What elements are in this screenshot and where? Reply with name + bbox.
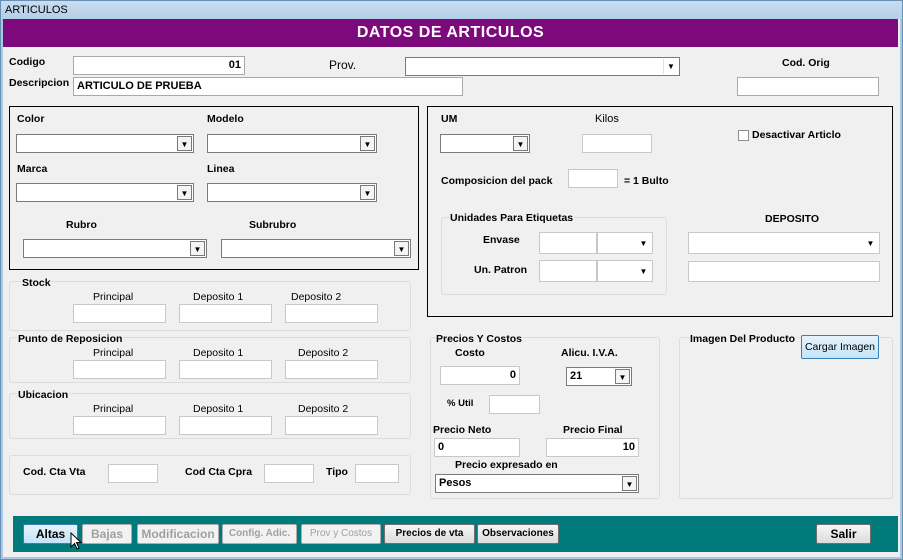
observaciones-button[interactable]: Observaciones [477,524,559,544]
stock-title: Stock [22,277,51,289]
stock-deposito1-input[interactable] [179,304,272,323]
neto-label: Precio Neto [433,424,492,436]
codigo-input[interactable]: 01 [73,56,245,75]
subrubro-select[interactable] [221,239,411,258]
reposicion-principal-input[interactable] [73,360,166,379]
chevron-down-icon[interactable]: ▼ [513,136,528,151]
iva-label: Alicu. I.V.A. [561,347,618,359]
chevron-down-icon[interactable]: ▼ [360,185,375,200]
cargar-imagen-button[interactable]: Cargar Imagen [801,335,879,359]
tipo-label: Tipo [326,466,348,478]
envase-select[interactable] [597,232,653,254]
kilos-label: Kilos [595,113,619,125]
chevron-down-icon[interactable]: ▼ [360,136,375,151]
rubro-select[interactable] [23,239,207,258]
imagen-group [679,337,893,499]
precios-title: Precios Y Costos [436,333,522,345]
color-label: Color [17,113,45,125]
prov-label: Prov. [329,58,357,72]
patron-input[interactable] [539,260,597,282]
config-adic-button[interactable]: Config. Adic. [222,524,297,544]
desactivar-checkbox[interactable] [738,130,749,141]
modelo-label: Modelo [207,113,244,125]
stock-deposito2-label: Deposito 2 [291,291,342,303]
ubicacion-principal-label: Principal [93,403,134,415]
chevron-down-icon[interactable]: ▼ [636,264,651,279]
deposito-select[interactable] [688,232,880,254]
final-label: Precio Final [563,424,623,436]
etiquetas-group [441,217,667,295]
envase-label: Envase [483,234,520,246]
costo-label: Costo [455,347,485,359]
deposito-label: DEPOSITO [765,213,820,225]
descripcion-input[interactable]: ARTICULO DE PRUEBA [73,77,463,96]
chevron-down-icon[interactable]: ▼ [622,476,637,491]
footer-toolbar [13,516,898,552]
cta-cpra-label: Cod Cta Cpra [185,466,253,478]
form-client [3,19,900,557]
color-select[interactable] [16,134,194,153]
codigo-label: Codigo [9,56,46,68]
chevron-down-icon[interactable]: ▼ [615,369,630,384]
envase-input[interactable] [539,232,597,254]
chevron-down-icon[interactable]: ▼ [177,136,192,151]
marca-select[interactable] [16,183,194,202]
desactivar-label: Desactivar Articlo [752,129,841,141]
reposicion-deposito2-input[interactable] [285,360,378,379]
salir-button[interactable]: Salir [816,524,871,544]
neto-input[interactable]: 0 [434,438,520,457]
chevron-down-icon[interactable]: ▼ [394,241,409,256]
tipo-input[interactable] [355,464,399,483]
final-input[interactable]: 10 [546,438,639,457]
stock-principal-label: Principal [93,291,134,303]
pack-label: Composicion del pack [441,175,553,187]
cta-vta-input[interactable] [108,464,158,483]
form-header: DATOS DE ARTICULOS [3,19,898,47]
kilos-input[interactable] [582,134,652,153]
ubicacion-deposito2-label: Deposito 2 [298,403,349,415]
patron-label: Un. Patron [474,264,528,276]
stock-deposito2-input[interactable] [285,304,378,323]
iva-select[interactable]: 21 ▼ [566,367,632,386]
um-label: UM [441,113,458,125]
deposito-input[interactable] [688,261,880,282]
um-select[interactable] [440,134,530,153]
chevron-down-icon[interactable]: ▼ [636,236,651,251]
imagen-title: Imagen Del Producto [690,333,796,345]
rubro-label: Rubro [66,219,97,231]
util-input[interactable] [489,395,540,414]
cta-cpra-input[interactable] [264,464,314,483]
reposicion-deposito1-input[interactable] [179,360,272,379]
pack-input[interactable] [568,169,618,188]
ubicacion-deposito2-input[interactable] [285,416,378,435]
ubicacion-title: Ubicacion [18,389,69,401]
chevron-down-icon[interactable]: ▼ [663,59,678,74]
etiquetas-title: Unidades Para Etiquetas [450,212,574,224]
cta-vta-label: Cod. Cta Vta [23,466,86,478]
ubicacion-deposito1-input[interactable] [179,416,272,435]
chevron-down-icon[interactable]: ▼ [190,241,205,256]
reposicion-title: Punto de Reposicion [18,333,123,345]
linea-label: Linea [207,163,235,175]
modificacion-button[interactable]: Modificacion [137,524,219,544]
descripcion-label: Descripcion [9,77,70,89]
marca-label: Marca [17,163,48,175]
bajas-button[interactable]: Bajas [82,524,132,544]
window-title: ARTICULOS [1,1,902,19]
stock-principal-input[interactable] [73,304,166,323]
moneda-label: Precio expresado en [455,459,558,471]
linea-select[interactable] [207,183,377,202]
chevron-down-icon[interactable]: ▼ [177,185,192,200]
moneda-select[interactable]: Pesos ▼ [435,474,639,493]
costo-input[interactable]: 0 [440,366,520,385]
modelo-select[interactable] [207,134,377,153]
altas-button[interactable]: Altas [23,524,78,544]
patron-select[interactable] [597,260,653,282]
ubicacion-deposito1-label: Deposito 1 [193,403,244,415]
subrubro-label: Subrubro [249,219,297,231]
util-label: % Util [447,398,474,409]
prov-select[interactable] [405,57,680,76]
cod-orig-input[interactable] [737,77,879,96]
chevron-down-icon[interactable]: ▼ [863,236,878,251]
reposicion-deposito2-label: Deposito 2 [298,347,349,359]
cod-orig-label: Cod. Orig [782,57,830,69]
stock-deposito1-label: Deposito 1 [193,291,244,303]
precios-vta-button[interactable]: Precios de vta [384,524,475,544]
prov-costos-button[interactable]: Prov y Costos [301,524,381,544]
reposicion-principal-label: Principal [93,347,134,359]
ubicacion-principal-input[interactable] [73,416,166,435]
mouse-cursor-icon [70,532,84,552]
bulto-label: = 1 Bulto [624,175,669,187]
reposicion-deposito1-label: Deposito 1 [193,347,244,359]
